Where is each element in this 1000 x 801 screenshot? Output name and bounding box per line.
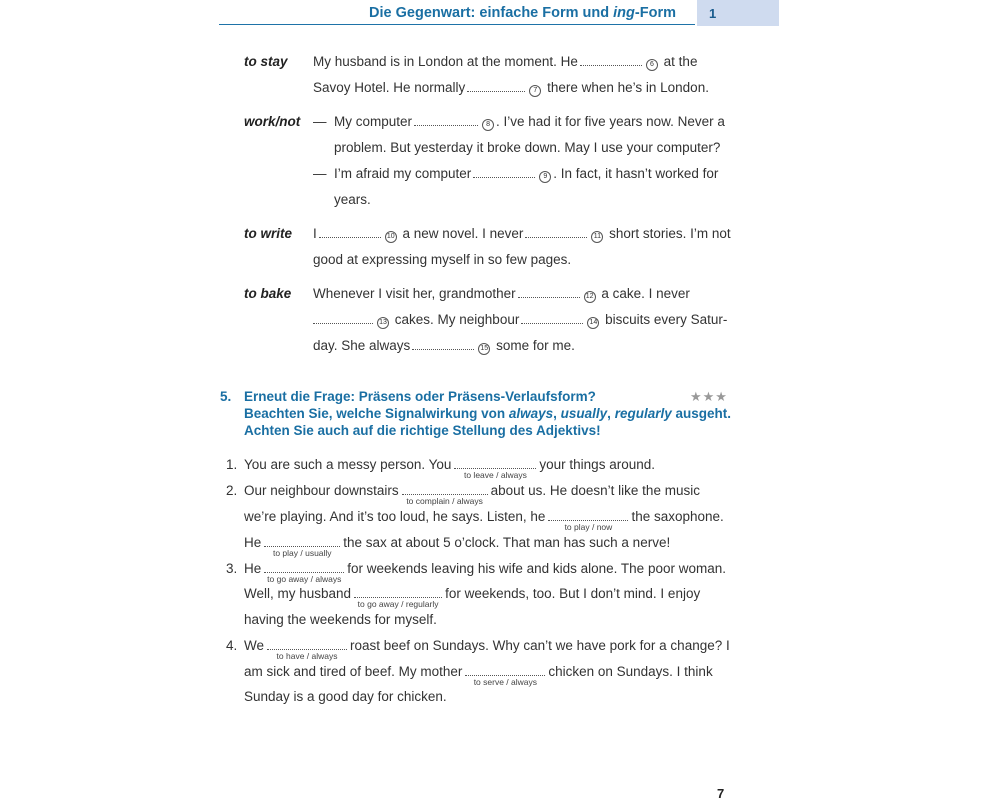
verb-hint: to play / usually (272, 548, 332, 558)
item-text: You are such a messy person. You (244, 457, 452, 472)
stay-line-1 (313, 54, 697, 71)
item-text: we’re playing. And it’s too loud, he says. Listen, he (244, 509, 546, 524)
instruction-text: Beachten Sie, welche Signalwirkung von (244, 406, 509, 421)
write-text: a new novel. I never (402, 226, 524, 241)
item-2-line-2 (244, 509, 724, 532)
stay-text: there when he’s in London. (547, 80, 709, 95)
bake-text: a cake. I never (601, 286, 690, 301)
item-text: He (244, 535, 262, 550)
item-3-line-2 (244, 586, 701, 609)
chapter-title-part2: -Form (634, 5, 676, 21)
stay-line-2 (313, 80, 709, 97)
bake-text: some for me. (496, 338, 575, 353)
item-number-2: 2. (226, 483, 238, 498)
blank-number-7: 7 (529, 85, 541, 97)
work-text: . I’ve had it for five years now. Never a (496, 114, 725, 129)
item-number-4: 4. (226, 638, 238, 653)
verb-hint: to go away / always (267, 574, 342, 584)
item-number-3: 3. (226, 561, 238, 576)
difficulty-stars: ★★★ (690, 389, 728, 404)
item-text: We (244, 638, 265, 653)
work-text: My computer (334, 114, 413, 129)
work-text: I’m afraid my computer (334, 166, 472, 181)
instruction-text: , (553, 406, 561, 421)
blank-number-10: 10 (385, 231, 397, 243)
answer-blank-11[interactable] (525, 226, 587, 238)
signal-word-usually: usually (560, 406, 608, 421)
item-text: chicken on Sundays. I think (548, 664, 713, 679)
item-text: am sick and tired of beef. My mother (244, 664, 463, 679)
answer-gap-4a[interactable] (267, 638, 347, 661)
answer-gap-3b[interactable] (354, 586, 442, 609)
answer-gap-2c[interactable] (264, 535, 340, 558)
chapter-number: 1 (709, 6, 717, 21)
item-2-line-3 (244, 535, 671, 558)
blank-number-12: 12 (584, 291, 596, 303)
blank-number-9: 9 (539, 171, 551, 183)
blank-number-11: 11 (591, 231, 603, 243)
write-text: short stories. I’m not (609, 226, 731, 241)
work-line-2: problem. But yesterday it broke down. May I use your computer? (334, 140, 721, 155)
answer-gap-2a[interactable] (402, 483, 488, 506)
item-text: He (244, 561, 262, 576)
header-rule (219, 24, 695, 25)
blank-number-14: 14 (587, 317, 599, 329)
chapter-title (369, 5, 676, 21)
blank-number-6: 6 (646, 59, 658, 71)
exercise-instruction-2: Achten Sie auch auf die richtige Stellung des Adjektivs! (244, 423, 601, 438)
work-line-3 (334, 166, 718, 183)
bake-text: biscuits every Satur- (605, 312, 728, 327)
answer-blank-12[interactable] (518, 286, 580, 298)
answer-gap-1[interactable] (454, 457, 536, 480)
blank-number-13: 13 (377, 317, 389, 329)
exercise-number: 5. (220, 389, 232, 404)
item-1-line-1 (244, 457, 655, 480)
item-text: the sax at about 5 o’clock. That man has such a nerve! (343, 535, 671, 550)
item-text: for weekends leaving his wife and kids alone. The poor woman. (347, 561, 726, 576)
instruction-text: ausgeht. (671, 406, 731, 421)
bake-text: day. She always (313, 338, 411, 353)
item-text: Our neighbour downstairs (244, 483, 399, 498)
verb-hint: to have / always (276, 651, 338, 661)
item-4-line-3: Sunday is a good day for chicken. (244, 689, 447, 704)
item-text: for weekends, too. But I don’t mind. I enjoy (445, 586, 701, 601)
write-text: I (313, 226, 317, 241)
answer-gap-2b[interactable] (548, 509, 628, 532)
signal-word-regularly: regularly (614, 406, 672, 421)
chapter-title-italic: ing (613, 5, 635, 21)
write-line-1 (313, 226, 731, 243)
blank-number-15: 15 (478, 343, 490, 355)
work-line-4: years. (334, 192, 371, 207)
verb-to-bake: to bake (244, 286, 292, 301)
verb-hint: to go away / regularly (357, 599, 439, 609)
answer-blank-8[interactable] (414, 114, 478, 126)
answer-blank-14[interactable] (521, 312, 583, 324)
item-text: the saxophone. (631, 509, 724, 524)
verb-hint: to complain / always (406, 496, 483, 506)
write-line-2: good at expressing myself in so few pages. (313, 252, 572, 267)
stay-text: Savoy Hotel. He normally (313, 80, 466, 95)
answer-gap-4b[interactable] (465, 664, 545, 687)
bake-line-1 (313, 286, 690, 303)
exercise-title: Erneut die Frage: Präsens oder Präsens-Verlaufsform? (244, 389, 596, 404)
work-text: . In fact, it hasn’t worked for (553, 166, 719, 181)
work-line-1 (334, 114, 725, 131)
answer-blank-13[interactable] (313, 312, 373, 324)
chapter-tab (697, 0, 779, 26)
stay-text: at the (663, 54, 698, 69)
answer-gap-3a[interactable] (264, 561, 344, 584)
stay-text: My husband is in London at the moment. He (313, 54, 578, 69)
work-dash-1: — (313, 114, 327, 129)
item-3-line-3: having the weekends for myself. (244, 612, 437, 627)
item-text: Well, my husband (244, 586, 352, 601)
verb-hint: to leave / always (463, 470, 527, 480)
verb-hint: to serve / always (473, 677, 537, 687)
answer-blank-10[interactable] (319, 226, 381, 238)
answer-blank-7[interactable] (467, 80, 525, 92)
item-text: about us. He doesn’t like the music (490, 483, 700, 498)
answer-blank-9[interactable] (473, 166, 535, 178)
chapter-title-part1: Die Gegenwart: einfache Form und (369, 5, 614, 21)
verb-to-write: to write (244, 226, 293, 241)
verb-hint: to play / now (564, 522, 613, 532)
item-4-line-1 (244, 638, 730, 661)
item-3-line-1 (244, 561, 726, 584)
item-text: roast beef on Sundays. Why can’t we have pork for a change? I (350, 638, 730, 653)
verb-to-stay: to stay (244, 54, 288, 69)
blank-number-8: 8 (482, 119, 494, 131)
instruction-text: , (607, 406, 615, 421)
item-4-line-2 (244, 664, 713, 687)
verb-work-not: work/not (244, 114, 301, 129)
item-number-1: 1. (226, 457, 238, 472)
answer-blank-15[interactable] (412, 338, 474, 350)
bake-line-3 (313, 338, 575, 355)
item-text: your things around. (539, 457, 655, 472)
exercise-instruction-1 (244, 406, 731, 421)
item-2-line-1 (244, 483, 700, 506)
signal-word-always: always (508, 406, 554, 421)
answer-blank-6[interactable] (580, 54, 642, 66)
page-number: 7 (717, 786, 725, 801)
work-dash-2: — (313, 166, 327, 181)
bake-line-2 (313, 312, 727, 329)
bake-text: cakes. My neighbour (394, 312, 520, 327)
bake-text: Whenever I visit her, grandmother (313, 286, 516, 301)
